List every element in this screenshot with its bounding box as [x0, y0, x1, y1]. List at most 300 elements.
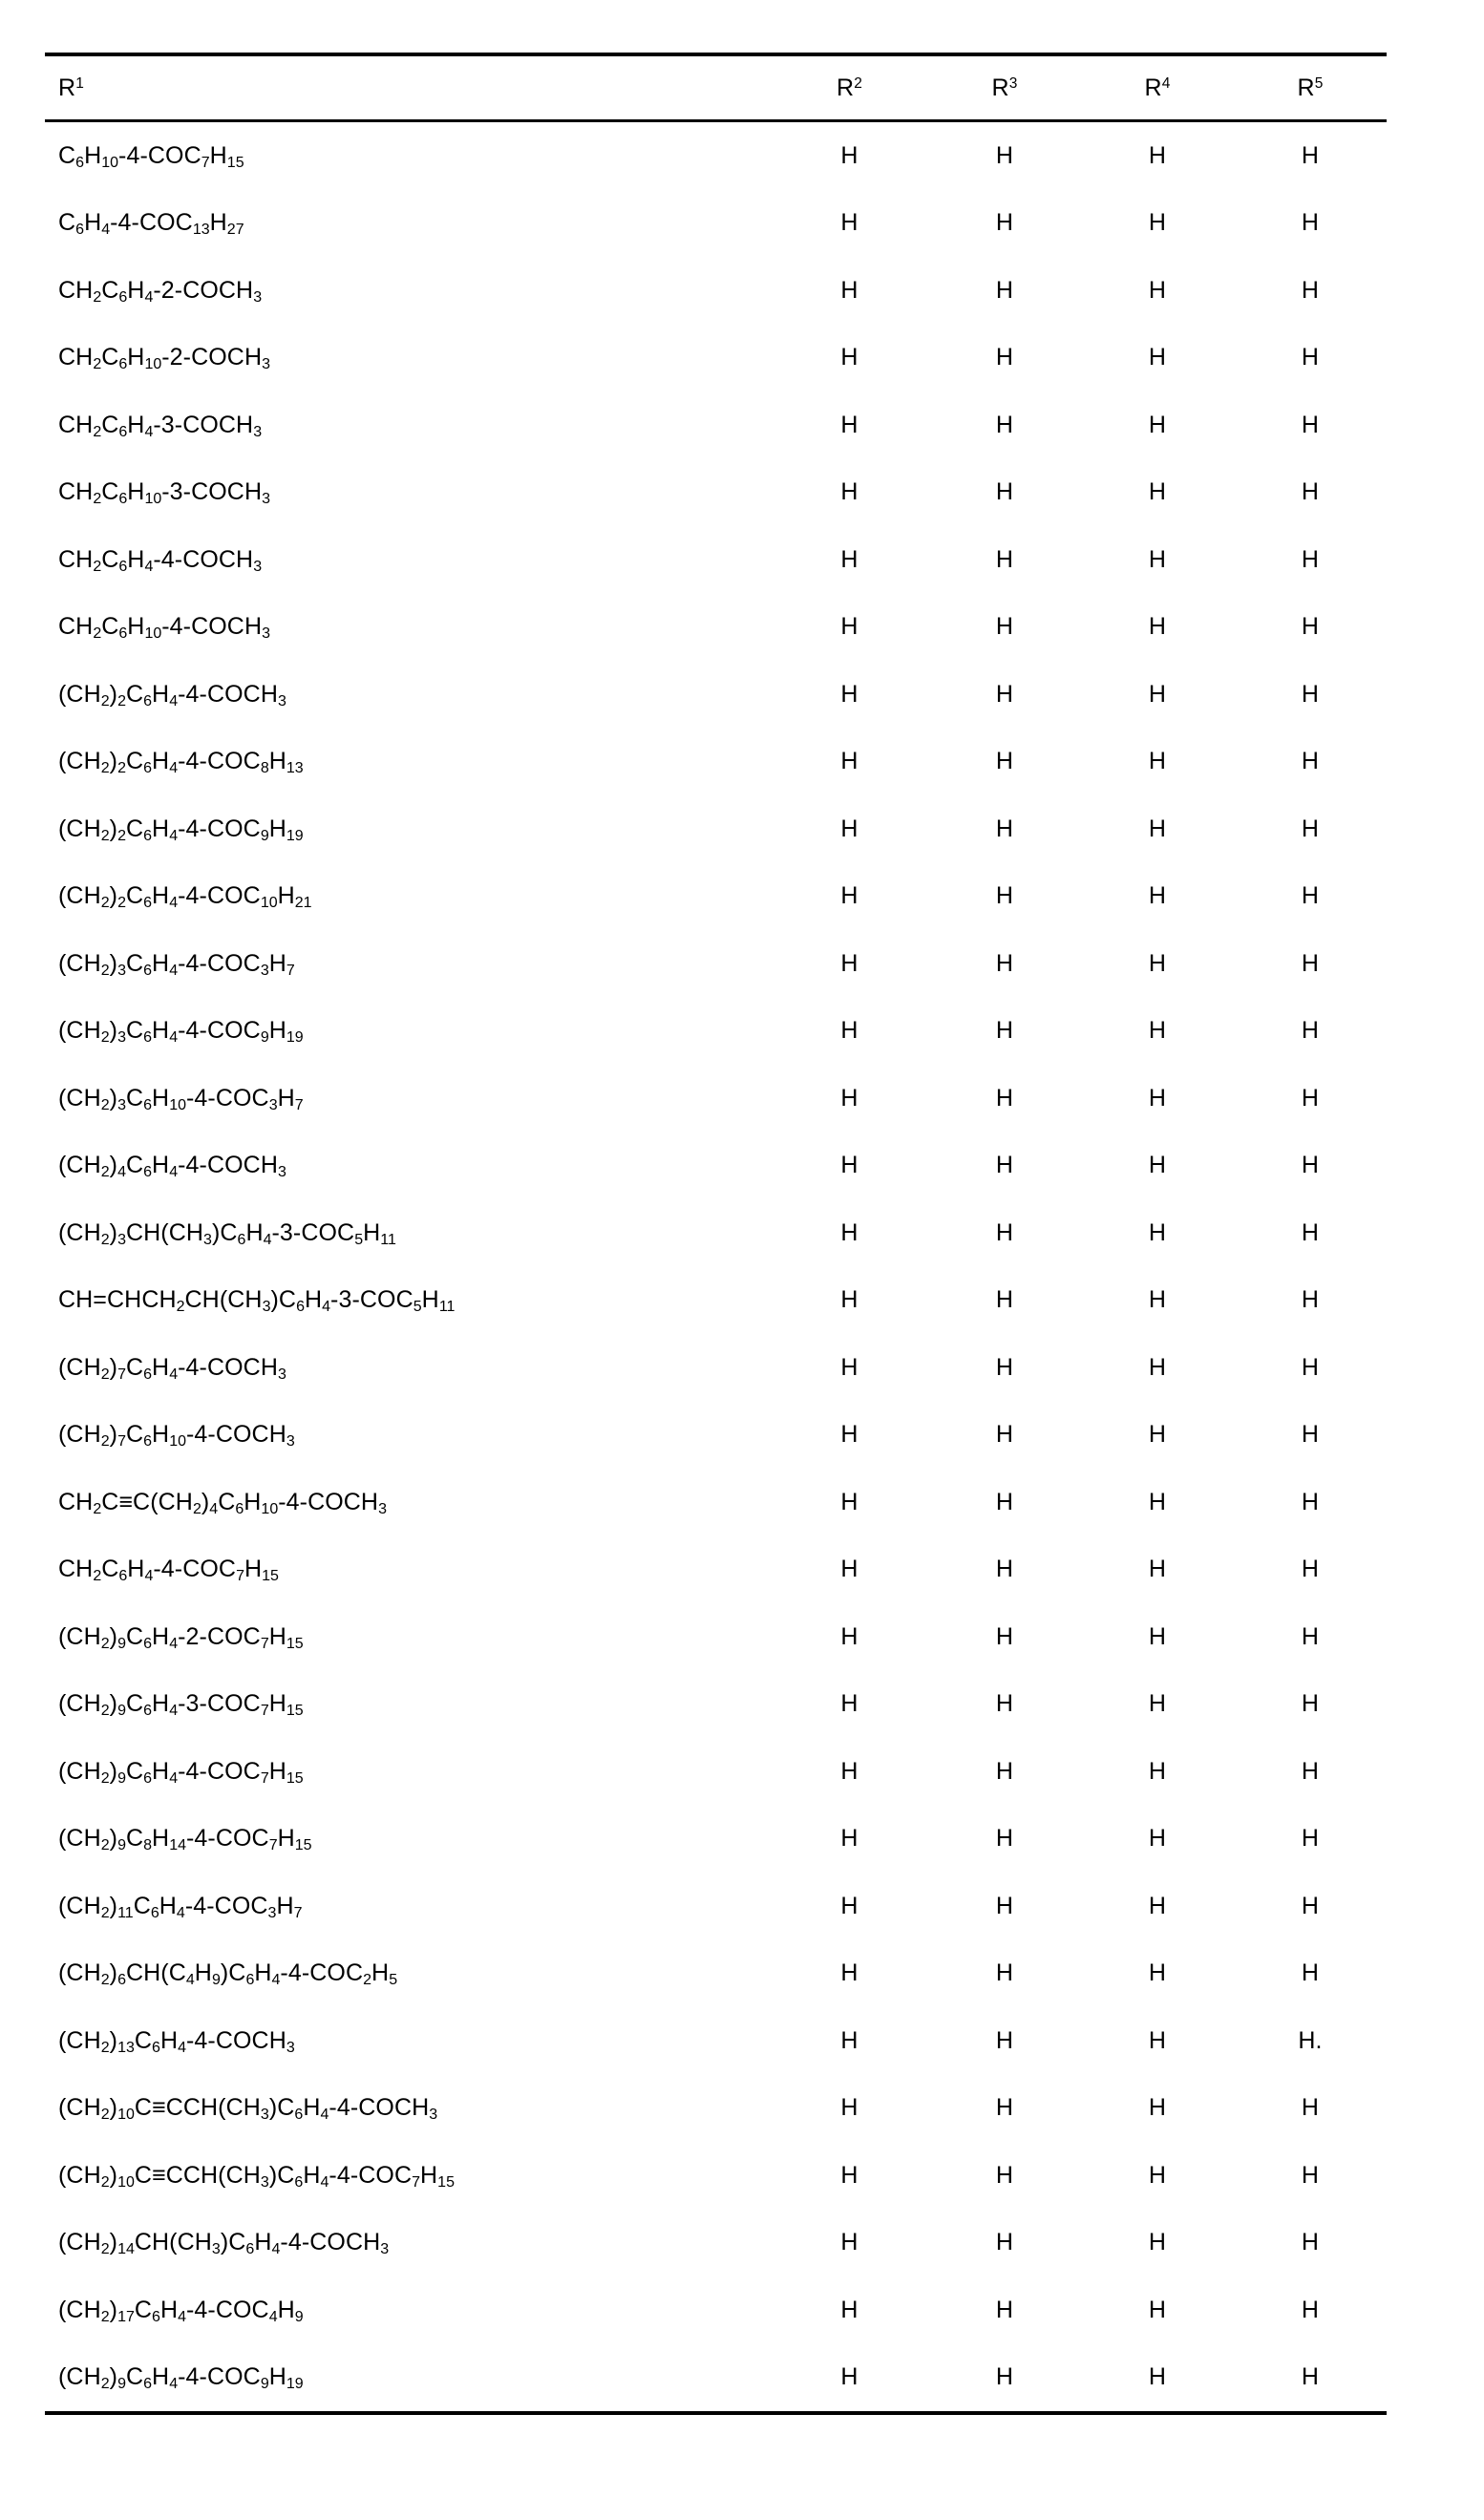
substituent-value: H: [1301, 1959, 1320, 1987]
substituent-value: H: [995, 1286, 1014, 1314]
substituent-value: H: [1301, 1757, 1320, 1785]
substituent-value: H: [840, 1757, 859, 1785]
substituent-value: H: [1148, 949, 1167, 977]
cell-r3: [928, 930, 1081, 998]
substituent-value: H: [1148, 1622, 1167, 1650]
cell-r5: [1234, 1133, 1387, 1200]
cell-r4: [1081, 1267, 1234, 1335]
cell-r1: [45, 1065, 771, 1133]
cell-r1: [45, 325, 771, 392]
formula-text: $(CH_2)_9C_6H_4-3-COC_7H_{15}$: [58, 1690, 304, 1720]
substituent-value: H: [1148, 1152, 1167, 1179]
substituent-value: H: [1148, 1959, 1167, 1987]
substituent-value: H: [1148, 2161, 1167, 2189]
cell-r3: [928, 661, 1081, 729]
substituent-value: H: [1301, 1084, 1320, 1112]
substituent-value: H: [1148, 411, 1167, 438]
formula-text: $(CH_2)_3C_6H_4-4-COC_9H_{19}$: [58, 1017, 304, 1047]
cell-r4: [1081, 2007, 1234, 2075]
substituent-value: H: [1148, 1757, 1167, 1785]
cell-r2: [771, 392, 928, 459]
substituent-value: H: [995, 1084, 1014, 1112]
cell-r2: [771, 1334, 928, 1402]
substituent-value: H: [1148, 141, 1167, 169]
cell-r3: [928, 1671, 1081, 1739]
substituent-value: H: [1301, 2161, 1320, 2189]
cell-r2: [771, 325, 928, 392]
cell-r2: [771, 1469, 928, 1536]
substituent-value: H: [1148, 344, 1167, 371]
formula-text: $(CH_2)_3C_6H_4-4-COC_3H_7$: [58, 949, 295, 979]
formula-text: $CH_2C_6H_4-2-COCH_3$: [58, 276, 263, 306]
substituent-value: H: [840, 2094, 859, 2122]
cell-r5: [1234, 661, 1387, 729]
table-row: [45, 190, 1387, 258]
cell-r4: [1081, 1199, 1234, 1267]
substituent-value: H: [840, 411, 859, 438]
cell-r1: [45, 1334, 771, 1402]
substituent-value: H: [1301, 613, 1320, 641]
cell-r3: [928, 863, 1081, 931]
substituent-value: H: [995, 1353, 1014, 1381]
cell-r4: [1081, 257, 1234, 325]
cell-r4: [1081, 594, 1234, 662]
table-header-row: [45, 54, 1387, 121]
cell-r5: [1234, 2142, 1387, 2210]
cell-r4: [1081, 1469, 1234, 1536]
formula-text: $(CH_2)_2C_6H_4-4-COC_9H_{19}$: [58, 815, 304, 844]
cell-r2: [771, 1536, 928, 1604]
cell-r5: [1234, 998, 1387, 1066]
cell-r2: [771, 1806, 928, 1874]
cell-r5: [1234, 526, 1387, 594]
cell-r4: [1081, 1738, 1234, 1806]
table-row: [45, 392, 1387, 459]
substituent-value: H: [840, 545, 859, 573]
substituent-value: H.: [1298, 2026, 1323, 2054]
cell-r2: [771, 1402, 928, 1470]
cell-r2: [771, 594, 928, 662]
cell-r5: [1234, 594, 1387, 662]
substituent-value: H: [995, 1218, 1014, 1246]
substituent-value: H: [1148, 1218, 1167, 1246]
cell-r3: [928, 1603, 1081, 1671]
cell-r4: [1081, 1334, 1234, 1402]
column-header-label-r4: $R^4$: [1144, 74, 1171, 101]
substituent-value: H: [1301, 1017, 1320, 1045]
cell-r2: [771, 257, 928, 325]
substituent-value: H: [840, 478, 859, 506]
substituent-value: H: [995, 1017, 1014, 1045]
cell-r2: [771, 1065, 928, 1133]
table-row: [45, 459, 1387, 527]
cell-r5: [1234, 1469, 1387, 1536]
substituent-value: H: [995, 815, 1014, 842]
substituent-value: H: [840, 2161, 859, 2189]
column-header-label-r1: $R^1$: [58, 74, 85, 101]
formula-text: $(CH_2)_3CH(CH_3)C_6H_4-3-COC_5H_{11}$: [58, 1218, 396, 1248]
substituent-value: H: [1301, 2363, 1320, 2391]
cell-r1: [45, 998, 771, 1066]
cell-r4: [1081, 526, 1234, 594]
formula-text: $C_6H_4-4-COC_{13}H_{27}$: [58, 209, 244, 239]
cell-r3: [928, 1402, 1081, 1470]
table-row: [45, 1267, 1387, 1335]
cell-r3: [928, 594, 1081, 662]
cell-r2: [771, 2276, 928, 2344]
cell-r3: [928, 1133, 1081, 1200]
cell-r4: [1081, 1536, 1234, 1604]
substituent-value: H: [1148, 2026, 1167, 2054]
table-row: [45, 1065, 1387, 1133]
formula-text: $CH_2C_6H_4-4-COCH_3$: [58, 545, 263, 575]
substituent-value: H: [840, 1825, 859, 1853]
substituent-value: H: [1301, 478, 1320, 506]
substituent-value: H: [840, 882, 859, 910]
cell-r3: [928, 121, 1081, 190]
cell-r1: [45, 526, 771, 594]
cell-r3: [928, 392, 1081, 459]
cell-r1: [45, 1671, 771, 1739]
substituent-value: H: [995, 1825, 1014, 1853]
cell-r5: [1234, 2276, 1387, 2344]
formula-text: $(CH_2)_9C_8H_{14}-4-COC_7H_{15}$: [58, 1825, 312, 1854]
cell-r3: [928, 2142, 1081, 2210]
cell-r3: [928, 729, 1081, 796]
substituent-value: H: [840, 1892, 859, 1919]
substituent-value: H: [1148, 1690, 1167, 1718]
substituent-value: H: [1301, 2229, 1320, 2256]
substituent-value: H: [995, 1488, 1014, 1515]
cell-r2: [771, 2075, 928, 2143]
cell-r4: [1081, 729, 1234, 796]
substituent-value: H: [840, 1286, 859, 1314]
table-header: [45, 54, 1387, 121]
cell-r4: [1081, 190, 1234, 258]
cell-r1: [45, 2075, 771, 2143]
cell-r2: [771, 998, 928, 1066]
substituent-value: H: [840, 1421, 859, 1449]
substituent-value: H: [1301, 949, 1320, 977]
cell-r5: [1234, 795, 1387, 863]
table-row: [45, 121, 1387, 190]
cell-r5: [1234, 1738, 1387, 1806]
formula-text: $(CH_2)_9C_6H_4-4-COC_7H_{15}$: [58, 1757, 304, 1787]
cell-r3: [928, 1873, 1081, 1940]
cell-r3: [928, 526, 1081, 594]
cell-r4: [1081, 1873, 1234, 1940]
table-row: [45, 1133, 1387, 1200]
substituent-value: H: [995, 2161, 1014, 2189]
substituent-value: H: [1148, 1017, 1167, 1045]
cell-r3: [928, 459, 1081, 527]
cell-r3: [928, 2210, 1081, 2277]
substituent-value: H: [1148, 1353, 1167, 1381]
cell-r4: [1081, 998, 1234, 1066]
substituent-value: H: [1148, 882, 1167, 910]
substituent-value: H: [995, 2229, 1014, 2256]
table-row: [45, 1334, 1387, 1402]
cell-r5: [1234, 2007, 1387, 2075]
substituent-value: H: [840, 1622, 859, 1650]
table-row: [45, 1603, 1387, 1671]
substituent-value: H: [1301, 1690, 1320, 1718]
cell-r5: [1234, 729, 1387, 796]
substituent-value: H: [1301, 1218, 1320, 1246]
cell-r1: [45, 729, 771, 796]
cell-r2: [771, 1199, 928, 1267]
cell-r5: [1234, 1334, 1387, 1402]
substituent-value: H: [995, 545, 1014, 573]
cell-r3: [928, 2276, 1081, 2344]
formula-text: $(CH_2)_6CH(C_4H_9)C_6H_4-4-COC_2H_5$: [58, 1959, 398, 1989]
cell-r2: [771, 1671, 928, 1739]
table-row: [45, 2210, 1387, 2277]
cell-r2: [771, 1873, 928, 1940]
table-row: [45, 257, 1387, 325]
cell-r4: [1081, 2142, 1234, 2210]
formula-text: $(CH_2)_{11}C_6H_4-4-COC_3H_7$: [58, 1892, 303, 1921]
substituent-value: H: [840, 1959, 859, 1987]
substituent-value: H: [995, 680, 1014, 708]
table-row: [45, 795, 1387, 863]
substituent-value: H: [840, 2296, 859, 2323]
substituent-value: H: [1148, 1825, 1167, 1853]
cell-r2: [771, 2344, 928, 2414]
cell-r5: [1234, 1402, 1387, 1470]
cell-r4: [1081, 1133, 1234, 1200]
cell-r4: [1081, 121, 1234, 190]
substituent-value: H: [1301, 2296, 1320, 2323]
cell-r1: [45, 863, 771, 931]
cell-r1: [45, 1806, 771, 1874]
formula-text: $(CH_2)_3C_6H_{10}-4-COC_3H_7$: [58, 1084, 304, 1113]
cell-r5: [1234, 1873, 1387, 1940]
cell-r4: [1081, 2210, 1234, 2277]
cell-r1: [45, 1267, 771, 1335]
substituent-value: H: [1301, 411, 1320, 438]
formula-text: $(CH_2)_4C_6H_4-4-COCH_3$: [58, 1152, 286, 1181]
substituent-value: H: [1301, 1825, 1320, 1853]
cell-r1: [45, 121, 771, 190]
substituent-value: H: [1301, 815, 1320, 842]
cell-r5: [1234, 1603, 1387, 1671]
cell-r1: [45, 2344, 771, 2414]
table-row: [45, 2142, 1387, 2210]
formula-text: $CH_2C\equiv C(CH_2)_4C_6H_{10}-4-COCH_3$: [58, 1488, 387, 1517]
cell-r5: [1234, 2075, 1387, 2143]
formula-text: $CH_2C_6H_{10}-4-COCH_3$: [58, 613, 271, 643]
substituent-value: H: [840, 2229, 859, 2256]
substituent-value: H: [1148, 1084, 1167, 1112]
cell-r3: [928, 1738, 1081, 1806]
substituent-value: H: [995, 344, 1014, 371]
substituent-value: H: [995, 1556, 1014, 1583]
substituent-value: H: [1148, 613, 1167, 641]
table-row: [45, 1536, 1387, 1604]
substituent-value: H: [840, 1017, 859, 1045]
formula-text: $(CH_2)_2C_6H_4-4-COCH_3$: [58, 680, 286, 709]
substituent-value: H: [840, 1488, 859, 1515]
formula-text: $(CH_2)_7C_6H_{10}-4-COCH_3$: [58, 1421, 295, 1451]
substituent-value: H: [840, 209, 859, 237]
cell-r2: [771, 1603, 928, 1671]
cell-r3: [928, 1940, 1081, 2008]
cell-r3: [928, 1267, 1081, 1335]
cell-r2: [771, 459, 928, 527]
substituent-value: H: [1301, 276, 1320, 304]
cell-r4: [1081, 1806, 1234, 1874]
cell-r5: [1234, 1671, 1387, 1739]
substituent-value: H: [1301, 1286, 1320, 1314]
cell-r4: [1081, 1671, 1234, 1739]
substituent-value: H: [995, 949, 1014, 977]
cell-r1: [45, 392, 771, 459]
cell-r1: [45, 2142, 771, 2210]
cell-r3: [928, 2075, 1081, 2143]
substituent-table-container: [45, 53, 1387, 2415]
substituent-value: H: [995, 1757, 1014, 1785]
cell-r3: [928, 190, 1081, 258]
substituent-value: H: [840, 613, 859, 641]
substituent-value: H: [840, 344, 859, 371]
substituent-value: H: [1301, 680, 1320, 708]
cell-r5: [1234, 930, 1387, 998]
table-row: [45, 863, 1387, 931]
substituent-value: H: [840, 1690, 859, 1718]
cell-r1: [45, 2276, 771, 2344]
substituent-value: H: [840, 949, 859, 977]
formula-text: $(CH_2)_7C_6H_4-4-COCH_3$: [58, 1353, 286, 1383]
column-header-r2: [771, 54, 928, 121]
column-header-r1: [45, 54, 771, 121]
cell-r3: [928, 1469, 1081, 1536]
cell-r3: [928, 998, 1081, 1066]
column-header-label-r3: $R^3$: [991, 74, 1018, 101]
cell-r1: [45, 930, 771, 998]
substituent-value: H: [995, 2094, 1014, 2122]
cell-r4: [1081, 1065, 1234, 1133]
table-row: [45, 1940, 1387, 2008]
substituent-value: H: [1301, 1622, 1320, 1650]
table-row: [45, 325, 1387, 392]
cell-r1: [45, 795, 771, 863]
substituent-value: H: [995, 1152, 1014, 1179]
substituent-value: H: [1301, 1421, 1320, 1449]
cell-r5: [1234, 121, 1387, 190]
table-row: [45, 1873, 1387, 1940]
cell-r2: [771, 1133, 928, 1200]
cell-r4: [1081, 930, 1234, 998]
substituent-value: H: [1148, 209, 1167, 237]
substituent-value: H: [995, 748, 1014, 775]
formula-text: $(CH_2)_{14}CH(CH_3)C_6H_4-4-COCH_3$: [58, 2229, 390, 2258]
substituent-value: H: [1301, 141, 1320, 169]
cell-r1: [45, 1738, 771, 1806]
substituent-value: H: [1148, 1488, 1167, 1515]
substituent-value: H: [1301, 748, 1320, 775]
substituent-value: H: [840, 680, 859, 708]
cell-r4: [1081, 863, 1234, 931]
cell-r2: [771, 190, 928, 258]
substituent-value: H: [1301, 1152, 1320, 1179]
table-row: [45, 998, 1387, 1066]
cell-r2: [771, 661, 928, 729]
substituent-value: H: [995, 1959, 1014, 1987]
substituent-value: H: [1148, 1286, 1167, 1314]
substituent-value: H: [995, 1690, 1014, 1718]
substituent-value: H: [1148, 815, 1167, 842]
substituent-value: H: [1148, 2229, 1167, 2256]
substituent-value: H: [995, 1892, 1014, 1919]
substituent-value: H: [1301, 344, 1320, 371]
substituent-value: H: [1148, 478, 1167, 506]
formula-text: $C_6H_{10}-4-COC_7H_{15}$: [58, 141, 244, 171]
cell-r3: [928, 2344, 1081, 2414]
substituent-value: H: [1301, 1488, 1320, 1515]
cell-r5: [1234, 325, 1387, 392]
table-row: [45, 594, 1387, 662]
substituent-value: H: [1301, 1353, 1320, 1381]
cell-r1: [45, 1469, 771, 1536]
cell-r4: [1081, 2344, 1234, 2414]
cell-r1: [45, 190, 771, 258]
substituent-value: H: [995, 411, 1014, 438]
substituent-value: H: [995, 882, 1014, 910]
cell-r3: [928, 325, 1081, 392]
table-row: [45, 930, 1387, 998]
substituent-value: H: [840, 1152, 859, 1179]
cell-r1: [45, 594, 771, 662]
substituent-value: H: [995, 2296, 1014, 2323]
cell-r2: [771, 729, 928, 796]
cell-r3: [928, 1334, 1081, 1402]
substituent-value: H: [1301, 882, 1320, 910]
substituent-value: H: [840, 748, 859, 775]
column-header-label-r5: $R^5$: [1297, 74, 1324, 101]
formula-text: $CH=CHCH_2CH(CH_3)C_6H_4-3-COC_5H_{11}$: [58, 1286, 456, 1316]
cell-r2: [771, 1738, 928, 1806]
cell-r1: [45, 2007, 771, 2075]
cell-r1: [45, 257, 771, 325]
table-row: [45, 1199, 1387, 1267]
cell-r4: [1081, 392, 1234, 459]
cell-r2: [771, 863, 928, 931]
substituent-value: H: [995, 1421, 1014, 1449]
cell-r1: [45, 1603, 771, 1671]
cell-r2: [771, 2142, 928, 2210]
table-row: [45, 1738, 1387, 1806]
substituent-value: H: [1148, 748, 1167, 775]
table-row: [45, 2276, 1387, 2344]
column-header-r3: [928, 54, 1081, 121]
cell-r1: [45, 1199, 771, 1267]
substituent-value: H: [1148, 276, 1167, 304]
cell-r4: [1081, 2075, 1234, 2143]
substituent-value: H: [995, 478, 1014, 506]
cell-r5: [1234, 863, 1387, 931]
cell-r1: [45, 1402, 771, 1470]
table-row: [45, 1402, 1387, 1470]
substituent-value: H: [995, 209, 1014, 237]
substituent-value: H: [1148, 1556, 1167, 1583]
substituent-value: H: [840, 2363, 859, 2391]
cell-r2: [771, 795, 928, 863]
substituent-value: H: [1148, 2094, 1167, 2122]
formula-text: $CH_2C_6H_{10}-2-COCH_3$: [58, 344, 271, 373]
substituent-value: H: [840, 141, 859, 169]
substituent-value: H: [840, 1084, 859, 1112]
